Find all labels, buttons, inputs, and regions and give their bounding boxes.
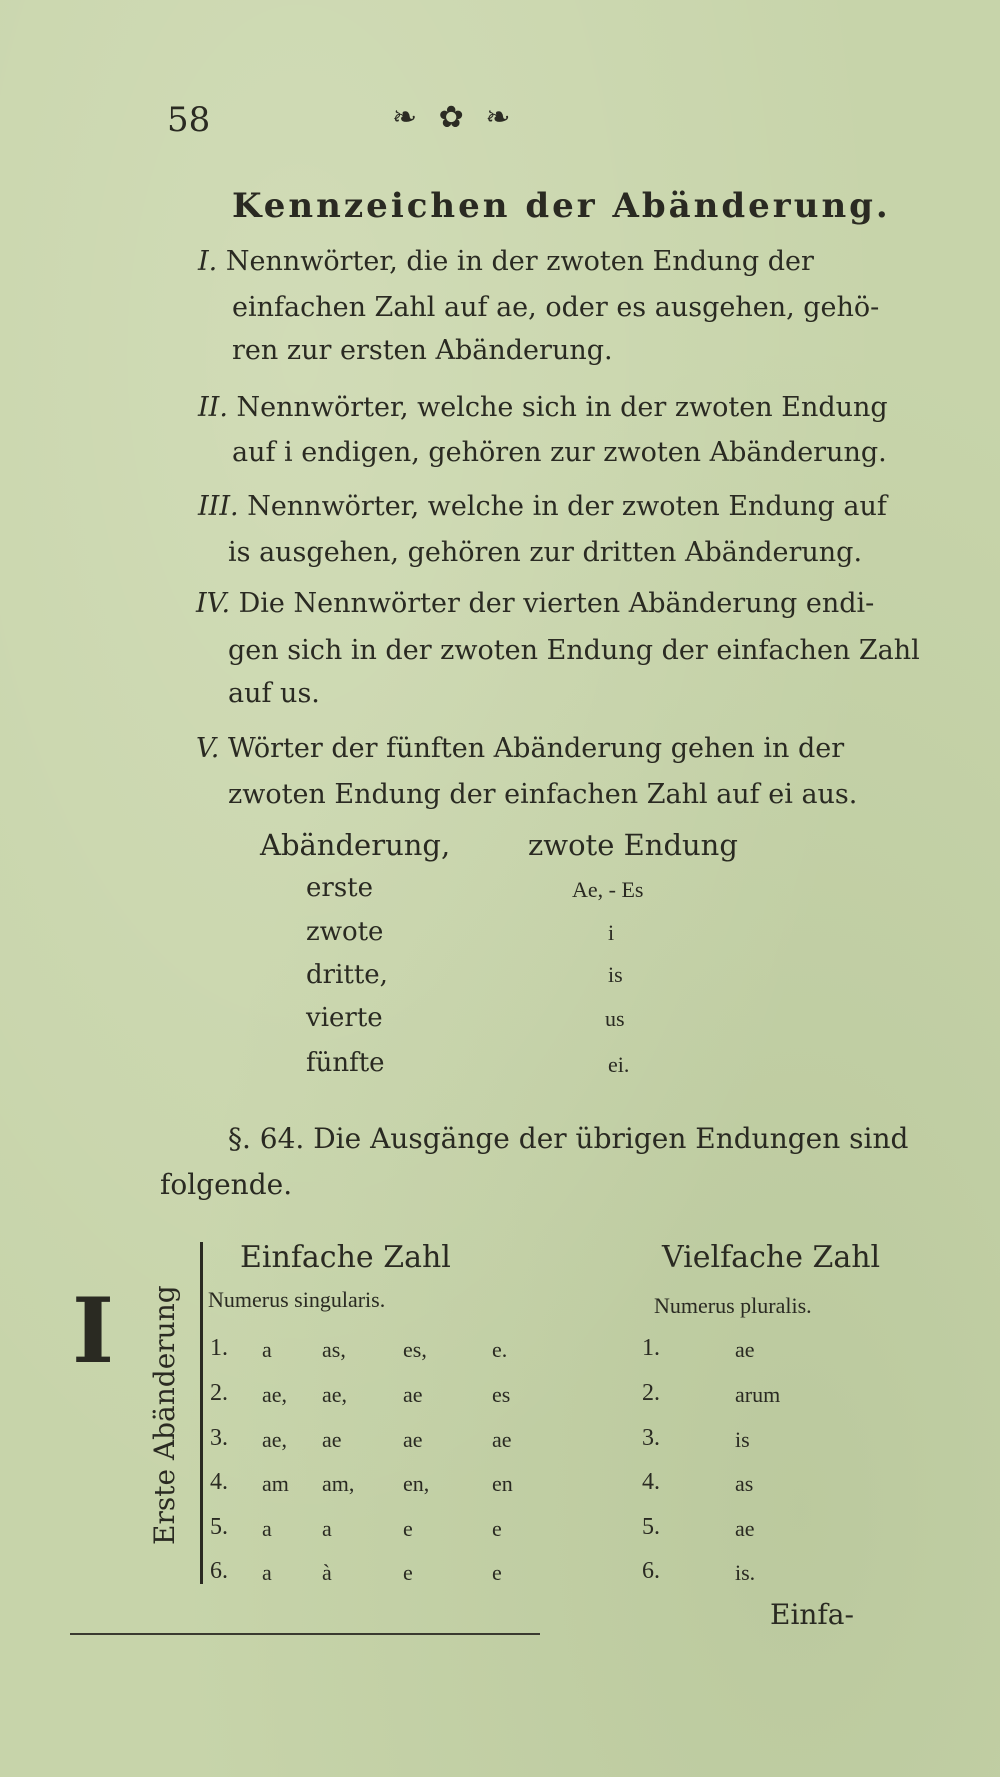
rule-2-line-1 (198, 394, 888, 421)
declension-row-6-case-number: 6. (210, 1558, 228, 1584)
declension-bracket (200, 1242, 203, 1584)
summary-row-3-ending: is (608, 962, 623, 987)
declension-row-5-case-number: 5. (210, 1514, 228, 1540)
declension-row-2-singular-3: ae (403, 1382, 423, 1407)
declension-row-2-case-number: 2. (210, 1380, 228, 1406)
declension-row-1-singular-3: es, (403, 1337, 427, 1362)
rule-4-text-1: Die Nennwörter der vierten Abänderung endi- (238, 588, 875, 619)
rule-4-line-1 (196, 590, 874, 617)
singular-subheader: Numerus singularis. (208, 1287, 386, 1312)
summary-row-5-name: fünfte (306, 1048, 385, 1078)
rule-4-number: IV. (196, 588, 231, 619)
rule-1-line-3: ren zur ersten Abänderung. (232, 335, 613, 366)
declension-row-4-singular-2: am, (322, 1471, 355, 1496)
declension-row-4-singular-4: en (492, 1471, 513, 1496)
declension-row-1-singular-1: a (262, 1337, 272, 1362)
declension-row-3-singular-3: ae (403, 1427, 423, 1452)
declension-row-5-plural-ending: ae (735, 1516, 755, 1541)
declension-row-4-singular-3: en, (403, 1471, 430, 1496)
plural-subheader: Numerus pluralis. (654, 1293, 812, 1318)
rule-5-line-2: zwoten Endung der einfachen Zahl auf ei aus. (228, 779, 858, 810)
rule-4-line-3: auf us. (228, 678, 320, 709)
declension-row-1-plural-number: 1. (642, 1335, 660, 1361)
summary-row-5-ending: ei. (608, 1052, 630, 1077)
declension-row-6-plural-number: 6. (642, 1558, 660, 1584)
rule-1-line-1 (198, 248, 814, 275)
rule-2-text-1: Nennwörter, welche sich in der zwoten Endung (236, 392, 888, 423)
rule-1-line-2: einfachen Zahl auf ae, oder es ausgehen, gehö- (232, 292, 880, 323)
plural-header: Vielfache Zahl (662, 1240, 881, 1275)
declension-row-5-singular-3: e (403, 1516, 413, 1541)
singular-header: Einfache Zahl (240, 1240, 451, 1275)
declension-row-2-singular-2: ae, (322, 1382, 348, 1407)
declension-row-2-singular-1: ae, (262, 1382, 288, 1407)
declension-side-label: Erste Abänderung (148, 1285, 181, 1545)
rule-2-number: II. (198, 392, 228, 423)
header-ornament: ❧ ✿ ❧ (392, 100, 517, 135)
declension-row-5-singular-1: a (262, 1516, 272, 1541)
summary-row-1-name: erste (306, 873, 373, 903)
declension-row-3-singular-1: ae, (262, 1427, 288, 1452)
declension-row-3-singular-4: ae (492, 1427, 512, 1452)
summary-row-4-name: vierte (306, 1003, 383, 1033)
rule-3-number: III. (198, 491, 239, 522)
rule-3-line-2: is ausgehen, gehören zur dritten Abänderung. (228, 537, 863, 568)
declension-row-6-singular-3: e (403, 1560, 413, 1585)
summary-col2-header: zwote Endung (528, 828, 738, 862)
declension-row-6-plural-ending: is. (735, 1560, 756, 1585)
rule-5-line-1 (196, 735, 844, 762)
summary-row-2-ending: i (608, 920, 615, 945)
declension-row-1-plural-ending: ae (735, 1337, 755, 1362)
declension-row-3-case-number: 3. (210, 1425, 228, 1451)
declension-row-3-plural-number: 3. (642, 1425, 660, 1451)
declension-row-2-plural-number: 2. (642, 1380, 660, 1406)
page-number: 58 (167, 100, 211, 140)
rule-3-line-1 (198, 493, 887, 520)
declension-row-6-singular-2: à (322, 1560, 332, 1585)
catchword: Einfa- (770, 1598, 854, 1631)
summary-col1-header: Abänderung, (260, 828, 451, 862)
rule-1-text-1: Nennwörter, die in der zwoten Endung der (225, 246, 814, 277)
summary-row-4-ending: us (605, 1006, 625, 1031)
declension-row-4-plural-ending: as (735, 1471, 754, 1496)
declension-row-1-case-number: 1. (210, 1335, 228, 1361)
declension-row-6-singular-4: e (492, 1560, 502, 1585)
declension-row-1-singular-4: e. (492, 1337, 508, 1362)
declension-row-2-plural-ending: arum (735, 1382, 781, 1407)
rule-2-line-2: auf i endigen, gehören zur zwoten Abänderung. (232, 437, 887, 468)
declension-marker: I (72, 1278, 115, 1384)
paragraph-64-line-1: §. 64. Die Ausgänge der übrigen Endungen sind (228, 1122, 909, 1155)
rule-5-text-1: Wörter der fünften Abänderung gehen in der (227, 733, 845, 764)
declension-row-3-singular-2: ae (322, 1427, 342, 1452)
declension-row-4-singular-1: am (262, 1471, 289, 1496)
rule-4-line-2: gen sich in der zwoten Endung der einfachen Zahl (228, 635, 920, 666)
declension-row-2-singular-4: es (492, 1382, 511, 1407)
declension-row-3-plural-ending: is (735, 1427, 750, 1452)
declension-row-5-singular-4: e (492, 1516, 502, 1541)
section-title: Kennzeichen der Abänderung. (232, 186, 891, 226)
bottom-rule (70, 1633, 540, 1635)
rule-3-text-1: Nennwörter, welche in der zwoten Endung auf (247, 491, 887, 522)
rule-1-number: I. (198, 246, 218, 277)
declension-row-4-case-number: 4. (210, 1469, 228, 1495)
rule-5-number: V. (196, 733, 220, 764)
declension-row-5-singular-2: a (322, 1516, 332, 1541)
paragraph-64-line-2: folgende. (160, 1168, 293, 1201)
declension-row-5-plural-number: 5. (642, 1514, 660, 1540)
declension-row-6-singular-1: a (262, 1560, 272, 1585)
summary-row-1-ending: Ae, - Es (572, 877, 644, 902)
declension-row-1-singular-2: as, (322, 1337, 346, 1362)
summary-row-3-name: dritte, (306, 960, 388, 990)
declension-row-4-plural-number: 4. (642, 1469, 660, 1495)
summary-row-2-name: zwote (306, 917, 384, 947)
